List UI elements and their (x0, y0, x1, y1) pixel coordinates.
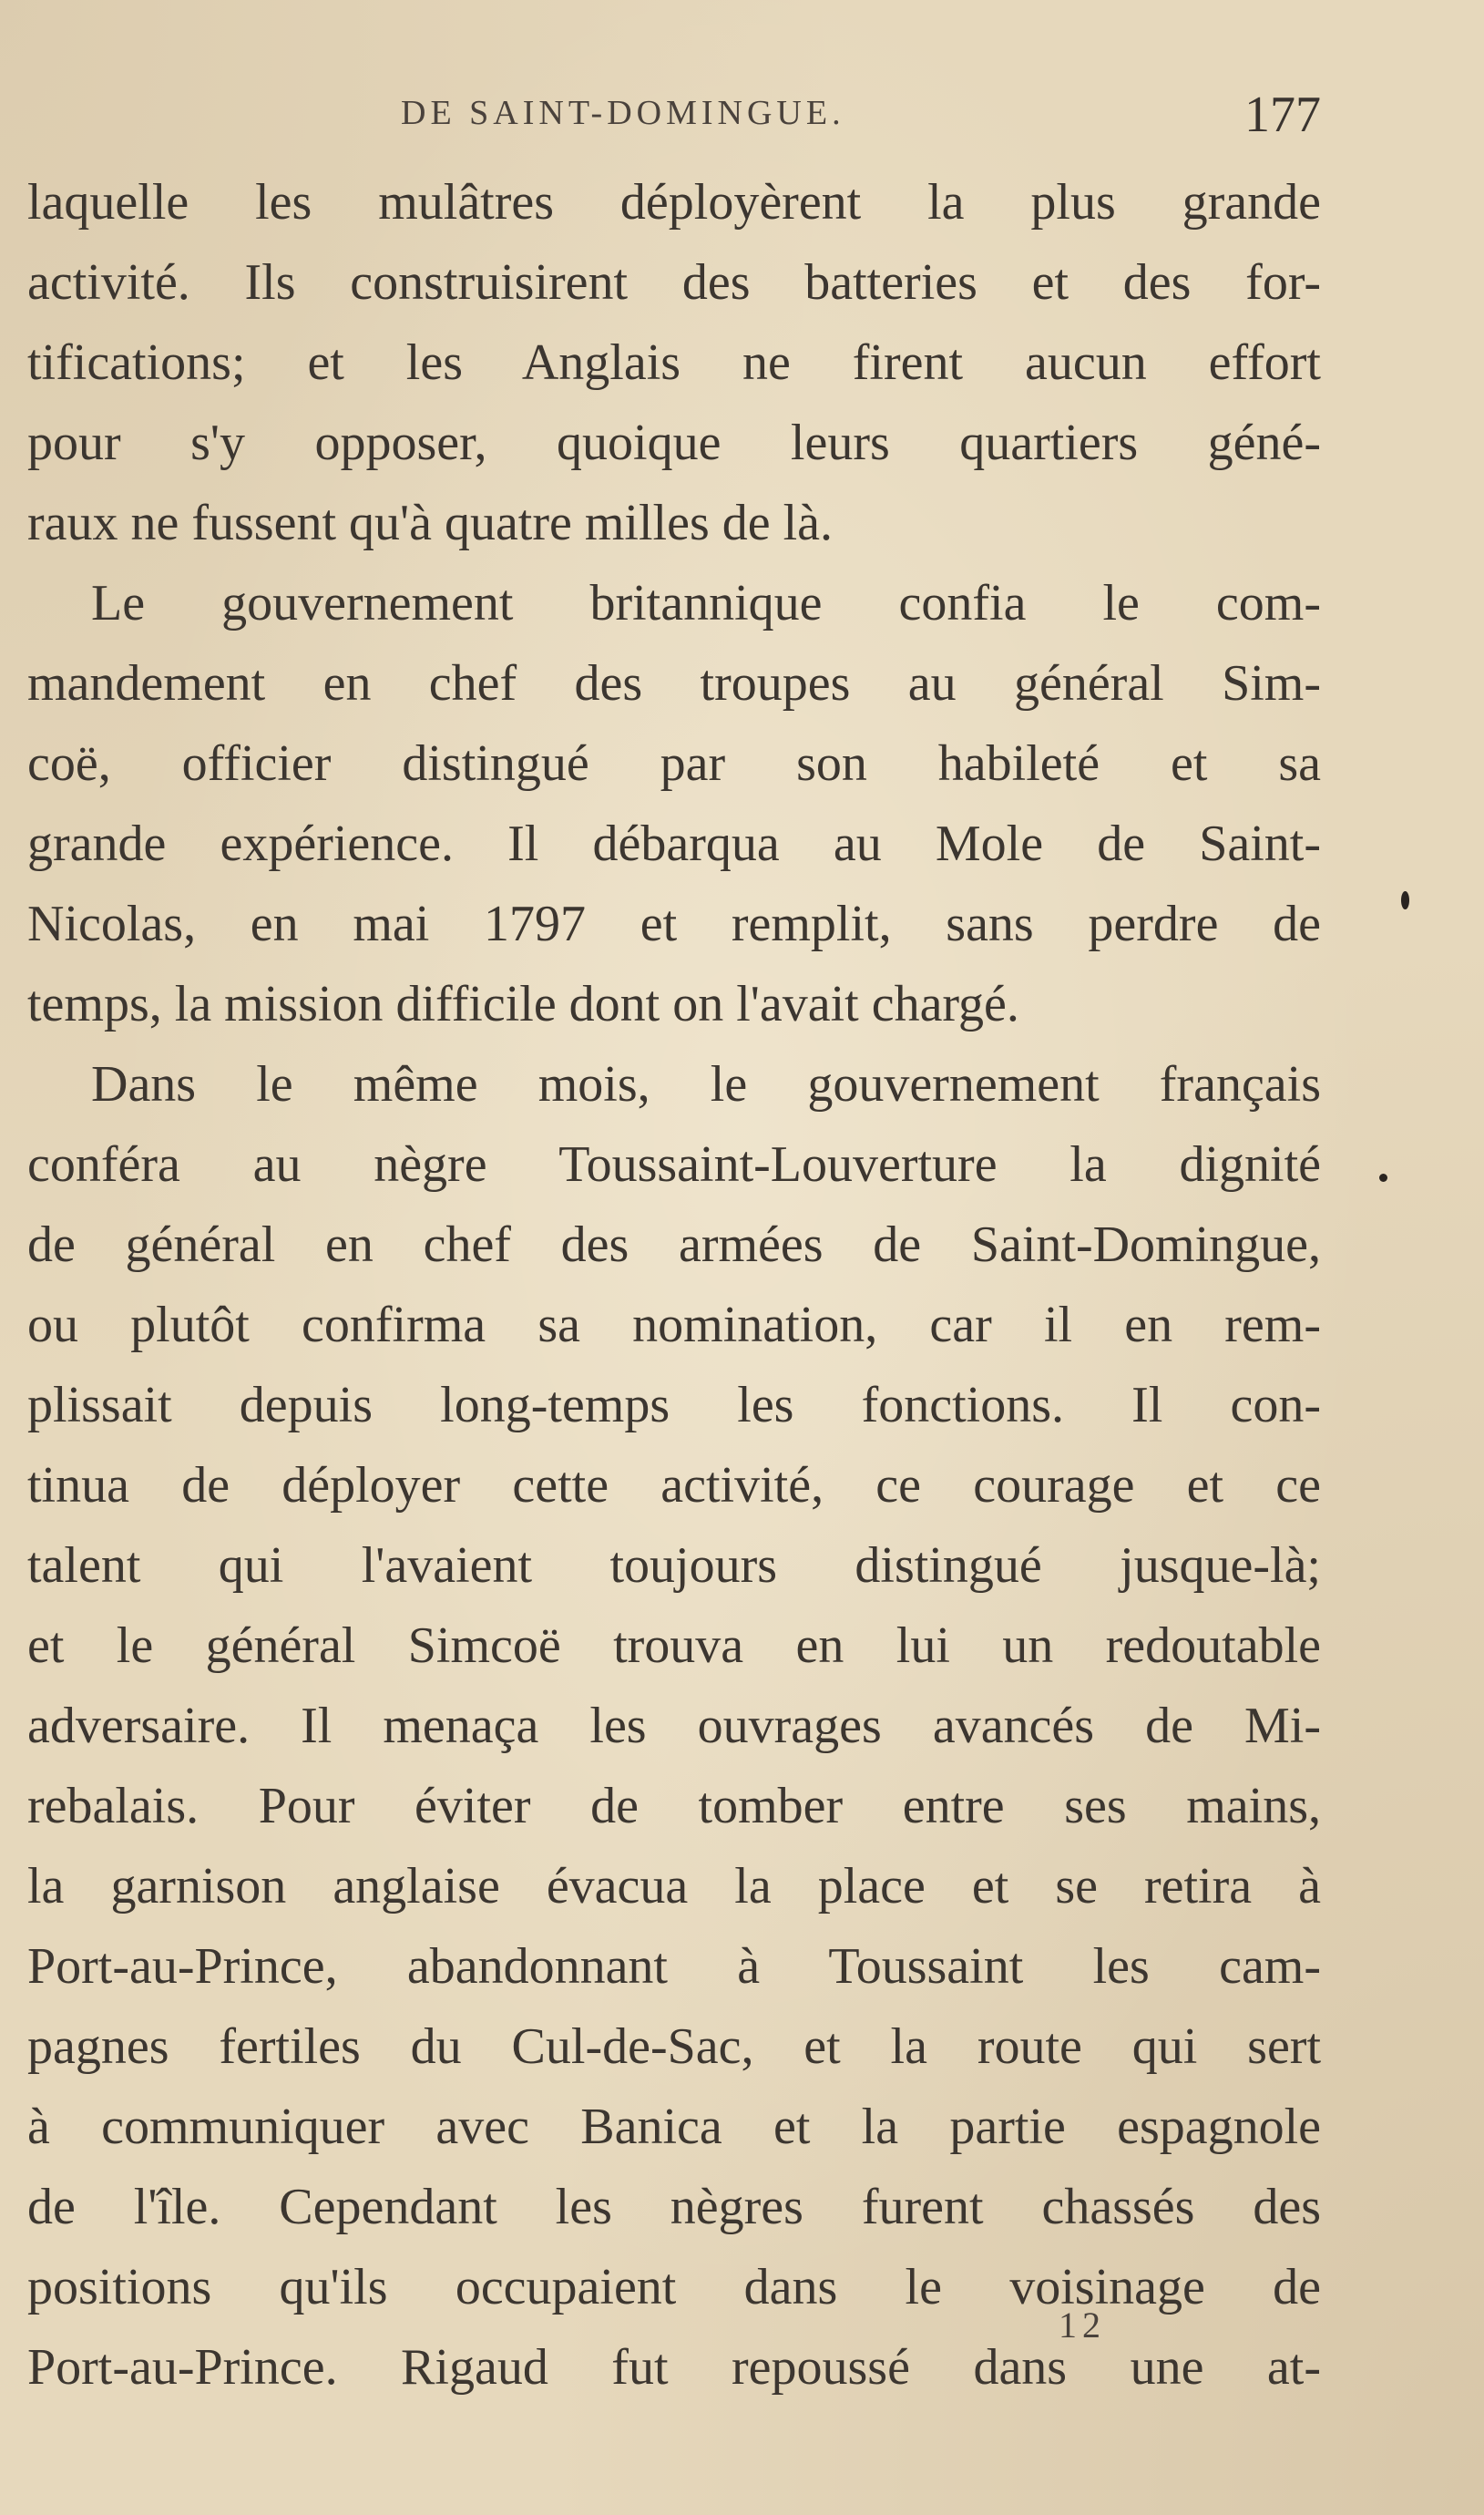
ink-speck (1379, 1174, 1387, 1182)
page-header (27, 86, 1321, 149)
text-line: grande expérience. Il débarqua au Mole de Saint- (27, 816, 1321, 872)
body-text (27, 162, 1321, 2407)
text-line: Port-au-Prince. Rigaud fut repoussé dans une at- (27, 2339, 1321, 2396)
text-line: mandement en chef des troupes au général Sim- (27, 655, 1321, 712)
text-line: Port-au-Prince, abandonnant à Toussaint les cam- (27, 1938, 1321, 1995)
text-line: activité. Ils construisirent des batteries et des for- (27, 254, 1321, 311)
text-line: laquelle les mulâtres déployèrent la plus grande (27, 174, 1321, 231)
text-line: tinua de déployer cette activité, ce courage et ce (27, 1457, 1321, 1514)
text-line: coë, officier distingué par son habileté et sa (27, 735, 1321, 792)
text-line: Dans le même mois, le gouvernement français (91, 1056, 1321, 1113)
signature-mark: 12 (1059, 2305, 1106, 2346)
page-number: 177 (1244, 87, 1321, 143)
text-line: conféra au nègre Toussaint-Louverture la dignité (27, 1136, 1321, 1193)
running-head: DE SAINT-DOMINGUE. (401, 94, 845, 132)
text-line: pagnes fertiles du Cul-de-Sac, et la route qui sert (27, 2018, 1321, 2075)
text-line: rebalais. Pour éviter de tomber entre ses mains, (27, 1778, 1321, 1834)
text-line: raux ne fussent qu'à quatre milles de là. (27, 495, 834, 551)
text-line: pour s'y opposer, quoique leurs quartiers géné- (27, 415, 1321, 471)
text-line: Nicolas, en mai 1797 et remplit, sans perdre de (27, 896, 1321, 952)
text-line: talent qui l'avaient toujours distingué jusque-là; (27, 1537, 1321, 1594)
text-line: positions qu'ils occupaient dans le voisinage de (27, 2259, 1321, 2315)
text-line: de l'île. Cependant les nègres furent chassés des (27, 2179, 1321, 2235)
text-line: plissait depuis long-temps les fonctions. Il con- (27, 1377, 1321, 1433)
text-line: ou plutôt confirma sa nomination, car il en rem- (27, 1297, 1321, 1353)
text-line: la garnison anglaise évacua la place et se retira à (27, 1858, 1321, 1914)
text-line: de général en chef des armées de Saint-Domingue, (27, 1216, 1321, 1273)
text-line: tifications; et les Anglais ne firent aucun effort (27, 334, 1321, 391)
ink-speck (1401, 891, 1409, 909)
text-line: adversaire. Il menaça les ouvrages avancés de Mi- (27, 1698, 1321, 1754)
text-line: temps, la mission difficile dont on l'avait chargé. (27, 976, 1019, 1032)
text-line: Le gouvernement britannique confia le com- (91, 575, 1321, 631)
text-line: à communiquer avec Banica et la partie espagnole (27, 2099, 1321, 2155)
text-line: et le général Simcoë trouva en lui un redoutable (27, 1617, 1321, 1674)
